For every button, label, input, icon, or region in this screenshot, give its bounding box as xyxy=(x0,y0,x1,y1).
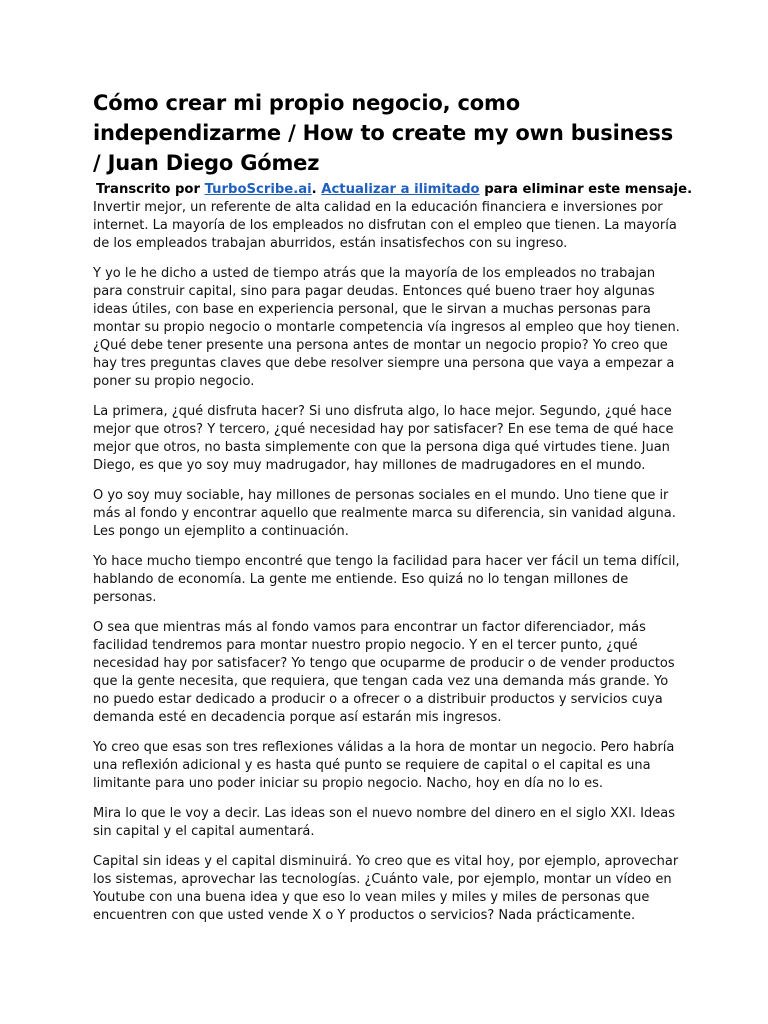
document-page xyxy=(93,88,693,937)
paragraph: O yo soy muy sociable, hay millones de personas sociales en el mundo. Uno tiene que ir más al fondo y encontrar aquello que realmente marca su diferencia, sin vanidad alguna. Les pongo un ejemplito a continuación. xyxy=(93,488,676,539)
paragraph: Y yo le he dicho a usted de tiempo atrás que la mayoría de los empleados no trabajan para construir capital, sino para pagar deudas. Entonces qué bueno traer hoy algunas ideas útiles, con base en experiencia personal, que le sirvan a muchas personas para montar su propio negocio o montarle competencia vía ingresos al empleo que hoy tienen. ¿Qué debe tener presente una persona antes de montar un negocio propio? Yo creo que hay tres preguntas claves que debe resolver siempre una persona que vaya a empezar a poner su propio negocio. xyxy=(93,266,680,389)
document-title: Cómo crear mi propio negocio, como independizarme / How to create my own business / Juan Diego Gómez xyxy=(93,91,673,175)
paragraph: La primera, ¿qué disfruta hacer? Si uno disfruta algo, lo hace mejor. Segundo, ¿qué hace mejor que otros? Y tercero, ¿qué necesidad hay por satisfacer? En ese tema de qué hace mejor que otros, no basta simplemente con que la persona diga qué virtudes tiene. Juan Diego, es que yo soy muy madrugador, hay millones de madrugadores en el mundo. xyxy=(93,404,674,473)
banner-separator: . xyxy=(311,182,322,197)
paragraph: Yo creo que esas son tres reflexiones válidas a la hora de montar un negocio. Pero habría una reflexión adicional y es hasta qué punto se requiere de capital o el capital es una limitante para uno poder iniciar su propio negocio. Nacho, hoy en día no lo es. xyxy=(93,740,675,791)
transcription-banner xyxy=(96,181,693,199)
turboscribe-link[interactable]: TurboScribe.ai xyxy=(204,182,312,197)
paragraph: Mira lo que le voy a decir. Las ideas son el nuevo nombre del dinero en el siglo XXI. Ideas sin capital y el capital aumentará. xyxy=(93,806,675,839)
banner-prefix: Transcrito por xyxy=(96,182,205,197)
document-body xyxy=(93,199,683,925)
paragraph: O sea que mientras más al fondo vamos para encontrar un factor diferenciador, más facilidad tendremos para montar nuestro propio negocio. Y en el tercer punto, ¿qué necesidad hay por satisfacer? Yo tengo que ocuparme de producir o de vender productos que la gente necesita, que requiera, que tengan cada vez una demanda más grande. Yo no puedo estar dedicado a producir o a ofrecer o a distribuir productos y servicios cuya demanda esté en decadencia porque así estarán mis ingresos. xyxy=(93,620,675,725)
paragraph: Capital sin ideas y el capital disminuirá. Yo creo que es vital hoy, por ejemplo, aprovechar los sistemas, aprovechar las tecnologías. ¿Cuánto vale, por ejemplo, montar un vídeo en Youtube con una buena idea y que eso lo vean miles y miles y miles de personas que encuentren con que usted vende X o Y productos o servicios? Nada prácticamente. xyxy=(93,854,679,923)
banner-suffix: para eliminar este mensaje. xyxy=(479,182,693,197)
paragraph: Yo hace mucho tiempo encontré que tengo la facilidad para hacer ver fácil un tema difícil, hablando de economía. La gente me entiende. Eso quizá no lo tengan millones de personas. xyxy=(93,554,680,605)
paragraph: Invertir mejor, un referente de alta calidad en la educación financiera e inversiones por internet. La mayoría de los empleados no disfrutan con el empleo que tienen. La mayoría de los empleados trabajan aburridos, están insatisfechos con su ingreso. xyxy=(93,200,677,251)
upgrade-unlimited-link[interactable]: Actualizar a ilimitado xyxy=(321,182,480,197)
